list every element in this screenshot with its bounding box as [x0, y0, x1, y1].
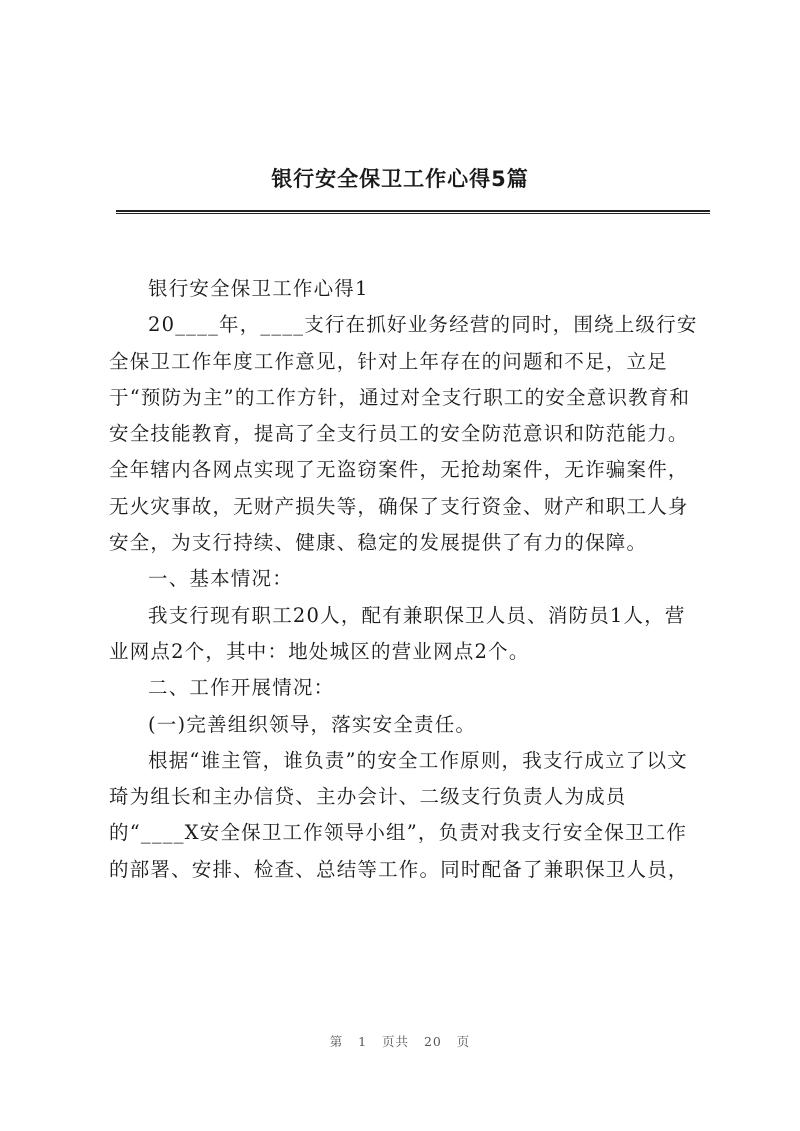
document-body — [109, 271, 703, 888]
total-pages: 20 — [423, 1034, 442, 1049]
footer-prefix: 第 — [329, 1034, 344, 1049]
document-title: 银行安全保卫工作心得5篇 — [271, 167, 529, 191]
footer-suffix: 页 — [456, 1034, 471, 1049]
page-footer — [0, 1032, 800, 1050]
section-heading: 二、工作开展情况： — [148, 676, 335, 700]
paragraph: 20____年，____支行在抓好业务经营的同时，围绕上级行安全保卫工作年度工作意见，针对上年存在的问题和不足，立足于“预防为主”的工作方针，通过对全支行职工的安全意识教育和安全技能教育，提高了全支行员工的安全防范意识和防范能力。全年辖内各网点实现了无盗窃案件，无抢劫案件，无诈骗案件，无火灾事故，无财产损失等，确保了支行资金、财产和职工人身安全，为支行持续、健康、稳定的发展提供了有力的保障。 — [109, 313, 698, 555]
paragraph: 根据“谁主管，谁负责”的安全工作原则，我支行成立了以文琦为组长和主办信贷、主办会计、二级支行负责人为成员的“____X安全保卫工作领导小组”，负责对我支行安全保卫工作的部署、安排、检查、总结等工作。同时配备了兼职保卫人员， — [109, 748, 689, 881]
section-heading: 一、基本情况： — [148, 567, 293, 591]
section-heading: 银行安全保卫工作心得1 — [148, 277, 369, 300]
page-number: 1 — [358, 1034, 368, 1049]
title-divider — [116, 210, 710, 214]
footer-middle: 页共 — [382, 1034, 410, 1049]
paragraph: 我支行现有职工20人，配有兼职保卫人员、消防员1人，营业网点2个，其中：地处城区的营业网点2个。 — [109, 603, 686, 663]
subsection-heading: (一)完善组织领导，落实安全责任。 — [148, 712, 477, 736]
